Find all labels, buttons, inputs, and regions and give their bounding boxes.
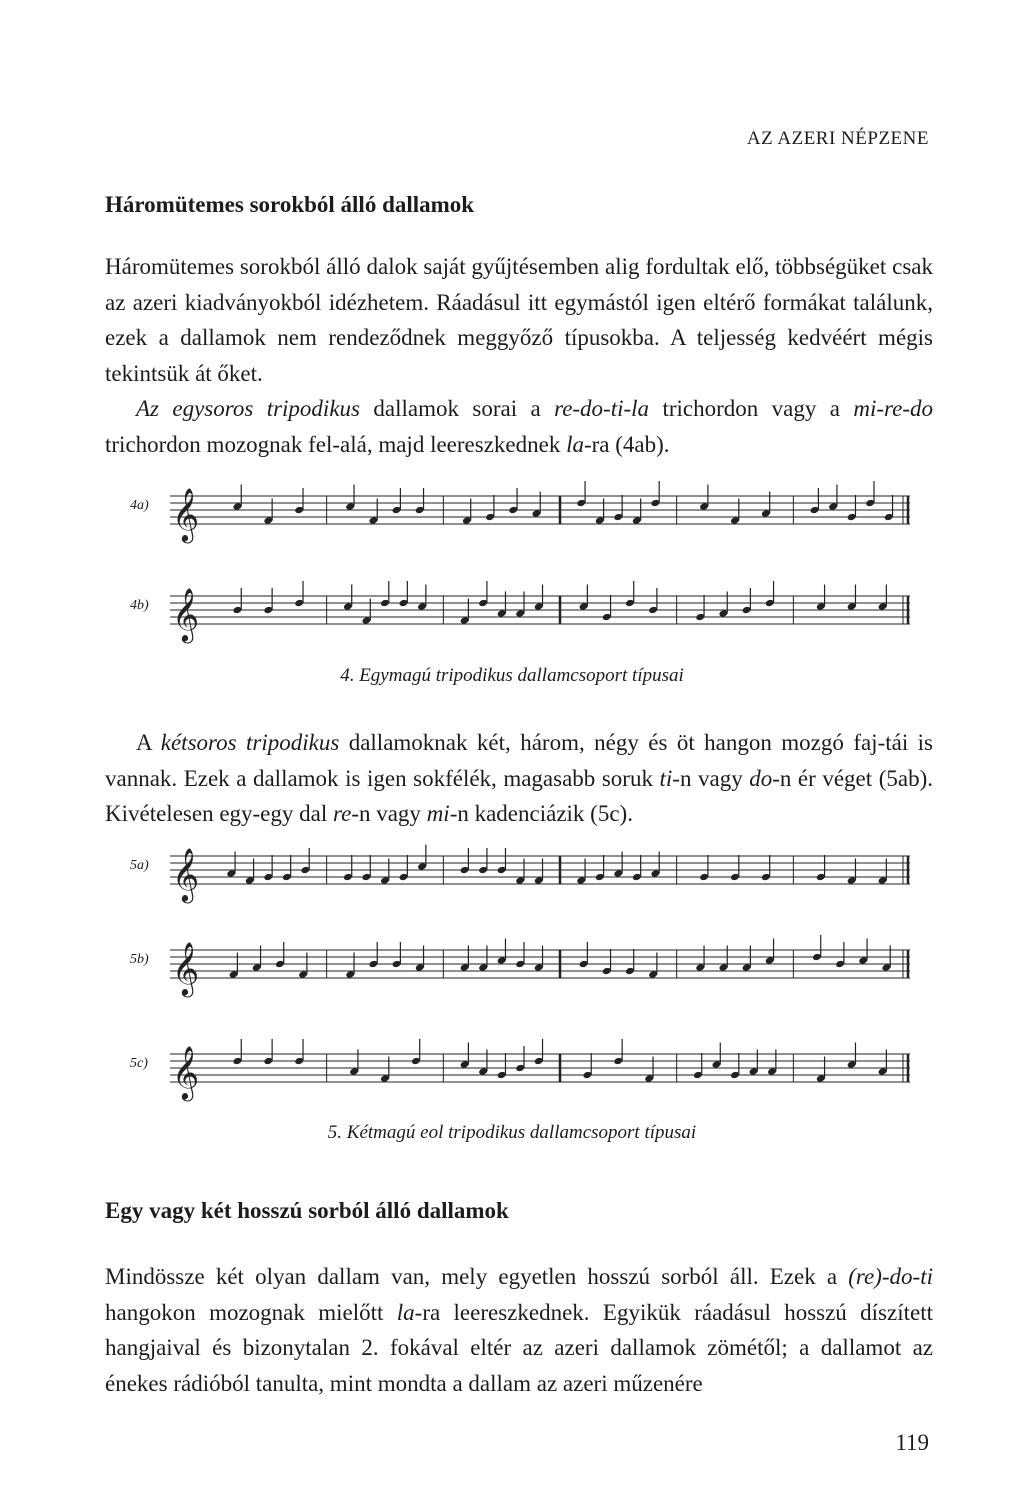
staff-label: 5a) [130, 858, 149, 873]
running-head [747, 128, 929, 150]
staff-notation [170, 578, 910, 648]
treble-clef-icon: 𝄞 [172, 847, 200, 901]
term-italic: Az egysoros tripodikus [136, 396, 360, 421]
staff-notation [170, 932, 910, 1002]
paragraph-two-row: A kétsoros tripodikus dallamoknak két, három, négy és öt hangon mozgó faj-tái is vannak. Ezek a dallamok is igen sokfélék, magasabb soruk ti-n vagy do-n ér véget (5ab). Kivételesen egy-egy dal re-n vagy mi-n kadenciázik (5c). [105, 730, 933, 826]
music-staff-5a [130, 838, 910, 908]
treble-clef-icon: 𝄞 [172, 941, 200, 995]
treble-clef-icon: 𝄞 [172, 1045, 200, 1099]
music-staff-4b [130, 578, 910, 648]
staff-label: 5c) [130, 1056, 148, 1071]
page-number: 119 [895, 1430, 929, 1455]
music-staff-4a [130, 478, 910, 548]
section-heading-long-rows: Egy vagy két hosszú sorból álló dallamok [105, 1198, 509, 1223]
staff-label: 5b) [130, 952, 149, 967]
treble-clef-icon: 𝄞 [172, 587, 200, 641]
term-italic: (re)-do-ti [848, 1264, 933, 1289]
treble-clef-icon: 𝄞 [172, 487, 200, 541]
staff-label: 4a) [130, 498, 149, 513]
staff-notation [170, 478, 910, 548]
music-staff-5b [130, 932, 910, 1002]
paragraph-long-rows: Mindössze két olyan dallam van, mely egyetlen hosszú sorból áll. Ezek a (re)-do-ti hangokon mozognak mielőtt la-ra leereszkednek. Egyikük ráadásul hosszú díszített hangjaival és bizonytalan 2. fokával eltér az azeri dallamok zömétől; a dallamot az énekes rádióból tanulta, mint mondta a dallam az azeri műzenére [105, 1264, 933, 1396]
staff-label: 4b) [130, 598, 149, 613]
staff-notation [170, 1036, 910, 1106]
music-staff-5c [130, 1036, 910, 1106]
paragraph-single-row: Az egysoros tripodikus dallamok sorai a re-do-ti-la trichordon vagy a mi-re-do trichordon mozognak fel-alá, majd leereszkednek la-ra (4ab). [105, 396, 933, 457]
staff-notation [170, 838, 910, 908]
section-heading-three-bar: Háromütemes sorokból álló dallamok [105, 192, 475, 217]
paragraph-intro: Háromütemes sorokból álló dalok saját gyűjtésemben alig fordultak elő, többségüket csak az azeri kiadványokból idézhetem. Ráadásul itt egymástól igen eltérő formákat találunk, ezek a dallamok nem rendeződnek meggyőző típusokba. A teljesség kedvéért mégis tekintsük át őket. [105, 254, 933, 386]
running-head-text: AZ AZERI NÉPZENE [746, 128, 929, 149]
term-italic: kétsoros tripodikus [160, 730, 340, 755]
figure-caption-4: 4. Egymagú tripodikus dallamcsoport típusai [340, 665, 684, 686]
figure-caption-5: 5. Kétmagú eol tripodikus dallamcsoport típusai [327, 1122, 697, 1143]
